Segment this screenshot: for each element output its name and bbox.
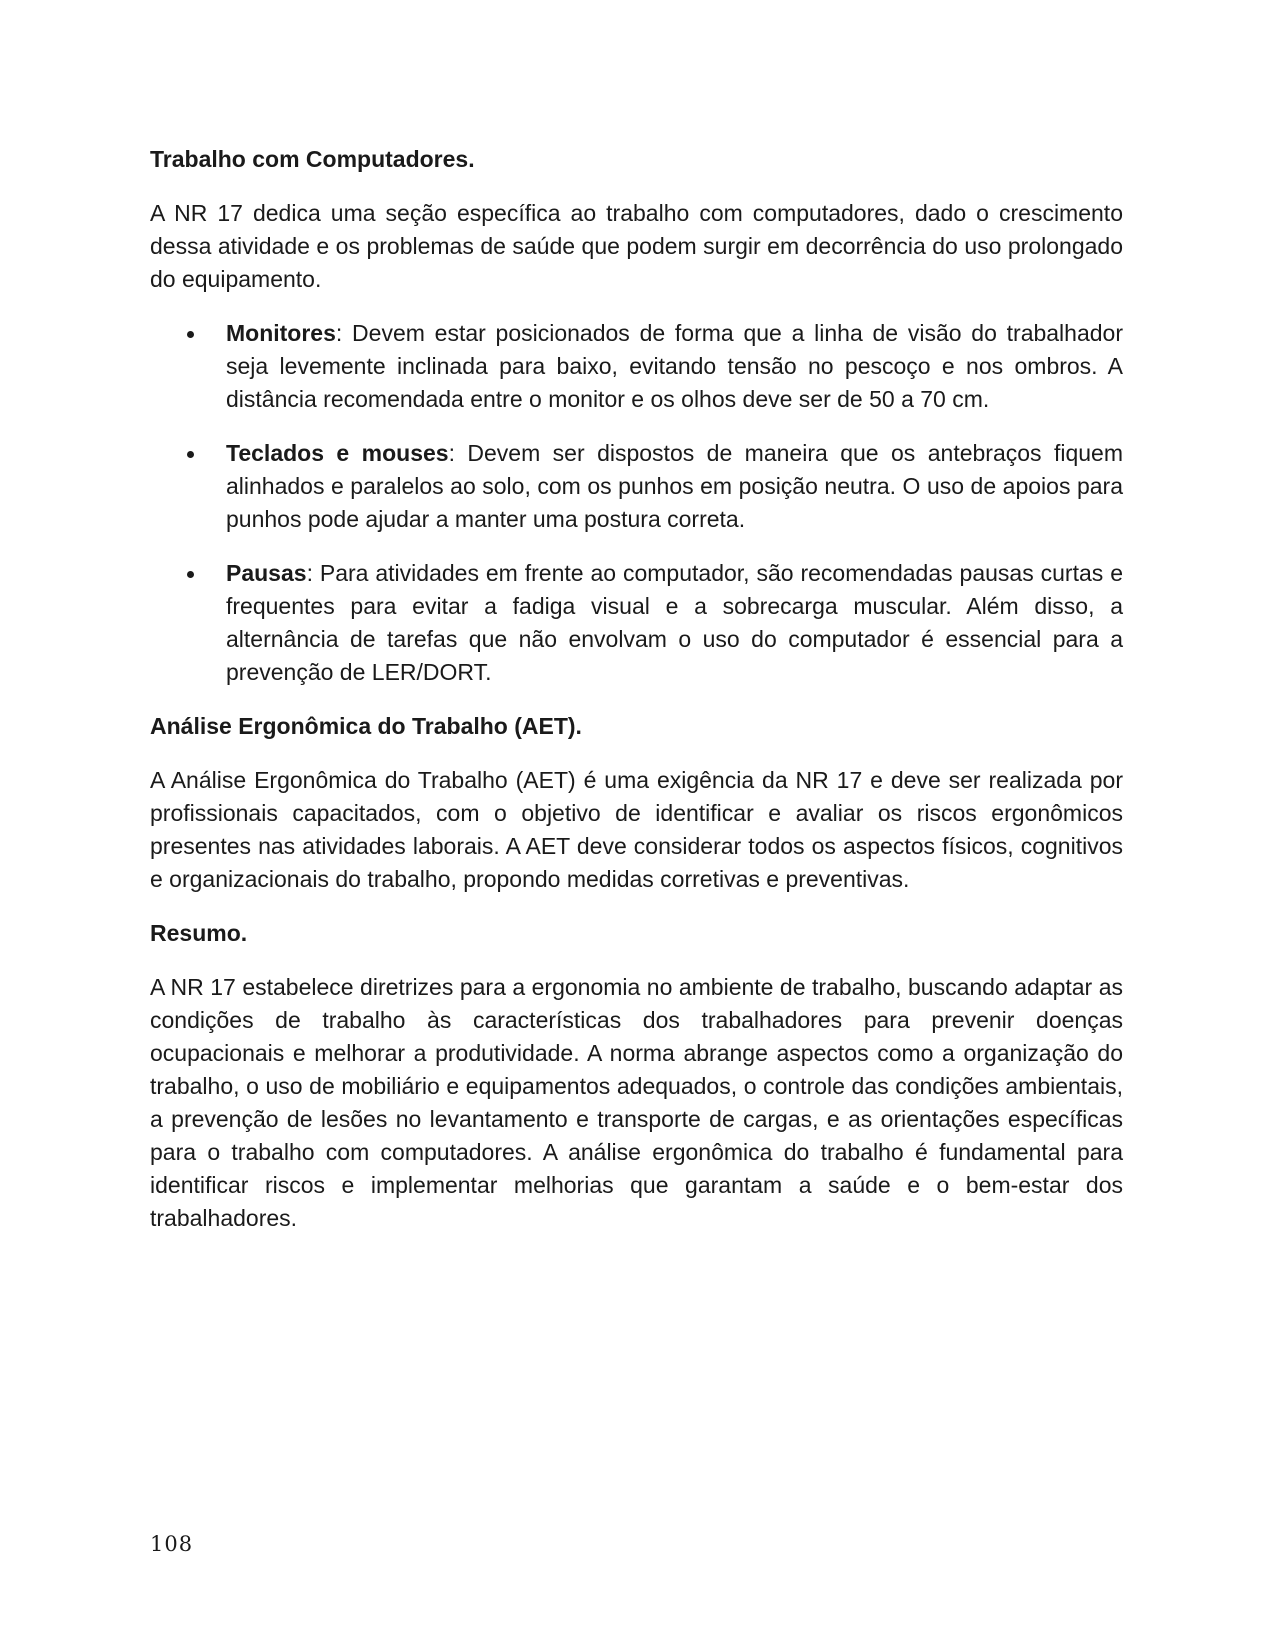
bullet-icon: [187, 571, 194, 578]
bullet-text: : Devem ser dispostos de maneira que os antebraços fiquem alinhados e paralelos ao solo, com os punhos em posição neutra. O uso de apoios para punhos pode ajudar a manter uma postura correta.: [226, 440, 1123, 532]
section-resumo: [150, 917, 1123, 1235]
bullet-term: Teclados e mouses: [226, 440, 449, 466]
section-heading: Resumo.: [150, 920, 248, 946]
section-computer-work: [150, 143, 1123, 689]
bullet-item-monitores: [150, 317, 1123, 416]
bullet-list: [150, 317, 1123, 689]
section-intro-paragraph: A NR 17 dedica uma seção específica ao trabalho com computadores, dado o crescimento dessa atividade e os problemas de saúde que podem surgir em decorrência do uso prolongado do equipamento.: [150, 200, 1123, 292]
page-number: 108: [150, 1532, 194, 1556]
section-body-paragraph: A Análise Ergonômica do Trabalho (AET) é uma exigência da NR 17 e deve ser realizada por profissionais capacitados, com o objetivo de identificar e avaliar os riscos ergonômicos presentes nas atividades laborais. A AET deve considerar todos os aspectos físicos, cognitivos e organizacionais do trabalho, propondo medidas corretivas e preventivas.: [150, 767, 1123, 892]
bullet-item-pausas: [150, 557, 1123, 689]
bullet-term: Pausas: [226, 560, 307, 586]
bullet-text: : Devem estar posicionados de forma que a linha de visão do trabalhador seja levemente inclinada para baixo, evitando tensão no pescoço e nos ombros. A distância recomendada entre o monitor e os olhos deve ser de 50 a 70 cm.: [226, 320, 1123, 412]
section-heading: Análise Ergonômica do Trabalho (AET).: [150, 713, 582, 739]
page-content: [150, 143, 1123, 1256]
bullet-term: Monitores: [226, 320, 336, 346]
bullet-icon: [187, 451, 194, 458]
section-body-paragraph: A NR 17 estabelece diretrizes para a ergonomia no ambiente de trabalho, buscando adaptar as condições de trabalho às características dos trabalhadores para prevenir doenças ocupacionais e melhorar a produtividade. A norma abrange aspectos como a organização do trabalho, o uso de mobiliário e equipamentos adequados, o controle das condições ambientais, a prevenção de lesões no levantamento e transporte de cargas, e as orientações específicas para o trabalho com computadores. A análise ergonômica do trabalho é fundamental para identificar riscos e implementar melhorias que garantam a saúde e o bem-estar dos trabalhadores.: [150, 974, 1123, 1231]
bullet-item-teclados-mouses: [150, 437, 1123, 536]
section-aet: [150, 710, 1123, 896]
bullet-icon: [187, 331, 194, 338]
bullet-text: : Para atividades em frente ao computador, são recomendadas pausas curtas e frequentes para evitar a fadiga visual e a sobrecarga muscular. Além disso, a alternância de tarefas que não envolvam o uso do computador é essencial para a prevenção de LER/DORT.: [226, 560, 1123, 685]
section-heading: Trabalho com Computadores.: [150, 146, 475, 172]
